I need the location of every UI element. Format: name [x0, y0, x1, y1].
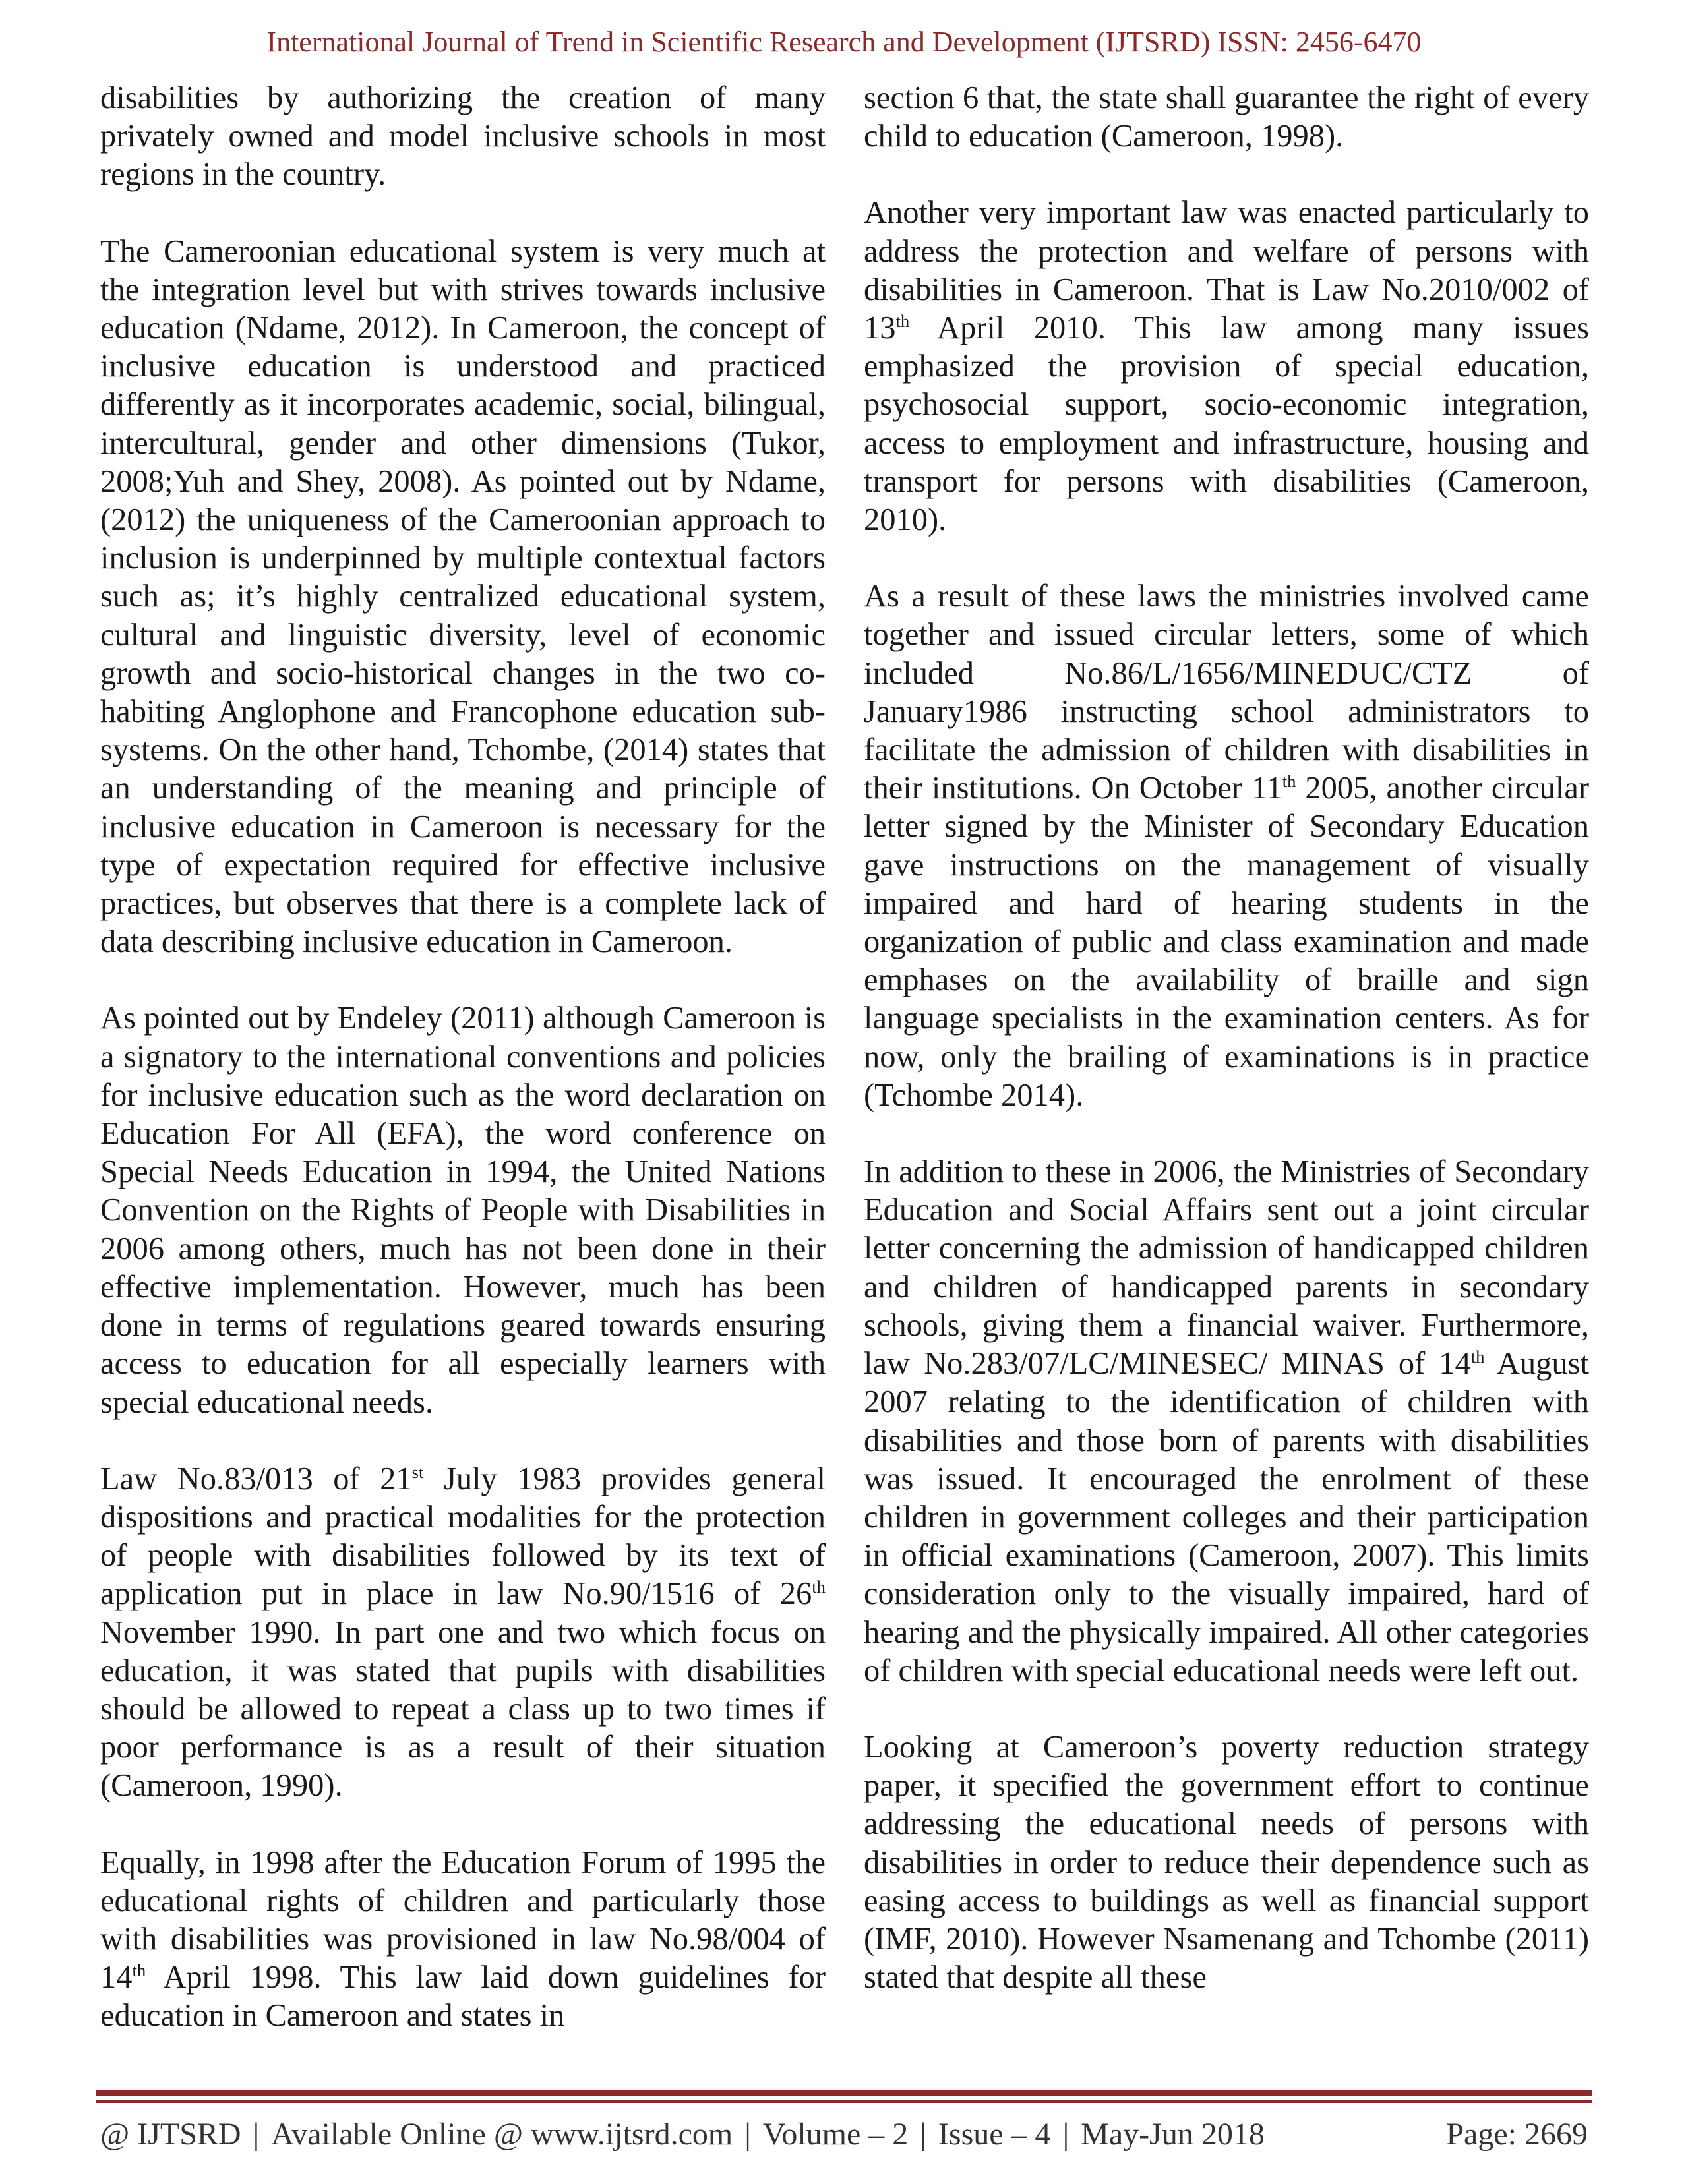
- paragraph: [864, 1153, 1589, 1690]
- superscript: st: [411, 1461, 424, 1482]
- footer-separator: |: [744, 2117, 751, 2152]
- text-run: April 2010. This law among many issues emphasized the provision of special education, psychosocial support, socio-economic integration, access to employment and infrastructure, housing and transport for persons with disabilities (Cameroon, 2010).: [864, 310, 1589, 538]
- superscript: th: [1282, 771, 1296, 792]
- text-run: As a result of these laws the ministries involved came together and issued circular letters, some of which included No.86/L/1656/MINEDUC/CTZ of January1986 instructing school administrators to facilitate the admission of children with disabilities in their institutions. On October 11: [864, 579, 1589, 806]
- text-run: Another very important law was enacted particularly to address the protection and welfare of persons with disabilities in Cameroon. That is Law No.2010/002 of 13: [864, 195, 1589, 346]
- text-run: Law No.83/013 of 21: [100, 1461, 412, 1496]
- right-column: [864, 79, 1589, 1997]
- footer-website[interactable]: Available Online @ www.ijtsrd.com: [271, 2117, 733, 2152]
- journal-header: International Journal of Trend in Scientific Research and Development (IJTSRD) ISSN: 2456-6470: [266, 26, 1422, 58]
- footer-separator: |: [920, 2117, 926, 2152]
- footer-left: [100, 2113, 1265, 2156]
- paragraph: As pointed out by Endeley (2011) although Cameroon is a signatory to the international conventions and policies for inclusive education such as the word declaration on Education For All (EFA), the word conference on Special Needs Education in 1994, the United Nations Convention on the Rights of People with Disabilities in 2006 among others, much has not been done in their effective implementation. However, much has been done in terms of regulations geared towards ensuring access to education for all especially learners with special educational needs.: [100, 1001, 826, 1420]
- footer-separator: |: [1062, 2117, 1070, 2152]
- text-run: November 1990. In part one and two which focus on education, it was stated that pupils with disabilities should be allowed to repeat a class up to two times if poor performance is as a result of their situation (Cameroon, 1990).: [100, 1614, 826, 1804]
- paragraph: [864, 194, 1589, 539]
- superscript: th: [132, 1960, 146, 1980]
- paragraph: section 6 that, the state shall guarantee the right of every child to education (Cameroon, 1998).: [864, 80, 1589, 154]
- footer-page-number: Page: 2669: [1446, 2117, 1588, 2152]
- paragraph: Looking at Cameroon’s poverty reduction strategy paper, it specified the government effort to continue addressing the educational needs of persons with disabilities in order to reduce their dependence such as easing access to buildings as well as financial support (IMF, 2010). However Nsamenang and Tchombe (2011) stated that despite all these: [864, 1729, 1589, 1995]
- text-run: April 1998. This law laid down guidelines for education in Cameroon and states in: [100, 1960, 826, 2034]
- text-run: August 2007 relating to the identification of children with disabilities and those born of parents with disabilities was issued. It encouraged the enrolment of these children in government colleges and their participation in official examinations (Cameroon, 2007). This limits consideration only to the visually impaired, hard of hearing and the physically impaired. All other categories of children with special educational needs were left out.: [864, 1346, 1590, 1688]
- footer-rule-thick: [96, 2090, 1592, 2096]
- text-run: In addition to these in 2006, the Ministries of Secondary Education and Social Affairs sent out a joint circular letter concerning the admission of handicapped children and children of handicapped parents in secondary schools, giving them a financial waiver. Furthermore, law No.283/07/LC/MINESEC/ MINAS of 14: [864, 1154, 1589, 1382]
- text-run: 2005, another circular letter signed by the Minister of Secondary Education gave instructions on the management of visually impaired and hard of hearing students in the organization of public and class examination and made emphases on the availability of braille and sign language specialists in the examination centers. As for now, only the brailing of examinations is in practice (Tchombe 2014).: [864, 771, 1590, 1113]
- text-run: Equally, in 1998 after the Education Forum of 1995 the educational rights of children and particularly those with disabilities was provisioned in law No.98/004 of 14: [100, 1845, 826, 1995]
- footer-volume: Volume – 2: [762, 2117, 909, 2152]
- paragraph: The Cameroonian educational system is very much at the integration level but with strives towards inclusive education (Ndame, 2012). In Cameroon, the concept of inclusive education is understood and practiced differently as it incorporates academic, social, bilingual, intercultural, gender and other dimensions (Tukor, 2008;Yuh and Shey, 2008). As pointed out by Ndame, (2012) the uniqueness of the Cameroonian approach to inclusion is underpinned by multiple contextual factors such as; it’s highly centralized educational system, cultural and linguistic diversity, level of economic growth and socio-historical changes in the two co-habiting Anglophone and Francophone education sub-systems. On the other hand, Tchombe, (2014) states that an understanding of the meaning and principle of inclusive education in Cameroon is necessary for the type of expectation required for effective inclusive practices, but observes that there is a complete lack of data describing inclusive education in Cameroon.: [100, 233, 826, 960]
- left-column: [100, 79, 826, 2036]
- footer-rule-thin: [96, 2100, 1592, 2103]
- footer-issue: Issue – 4: [938, 2117, 1051, 2152]
- page-footer: [100, 2113, 1588, 2156]
- text-run: July 1983 provides general dispositions and practical modalities for the protection of people with disabilities followed by its text of application put in place in law No.90/1516 of 26: [100, 1461, 826, 1612]
- footer-brand: @ IJTSRD: [100, 2117, 241, 2152]
- footer-date: May-Jun 2018: [1081, 2117, 1265, 2152]
- footer-separator: |: [253, 2117, 260, 2152]
- paragraph: [864, 577, 1589, 1115]
- superscript: th: [812, 1577, 826, 1597]
- paragraph: [100, 1460, 826, 1806]
- superscript: th: [895, 310, 910, 331]
- paragraph: disabilities by authorizing the creation of many privately owned and model inclusive schools in most regions in the country.: [100, 80, 826, 192]
- superscript: th: [1470, 1346, 1485, 1367]
- paragraph: [100, 1844, 826, 2036]
